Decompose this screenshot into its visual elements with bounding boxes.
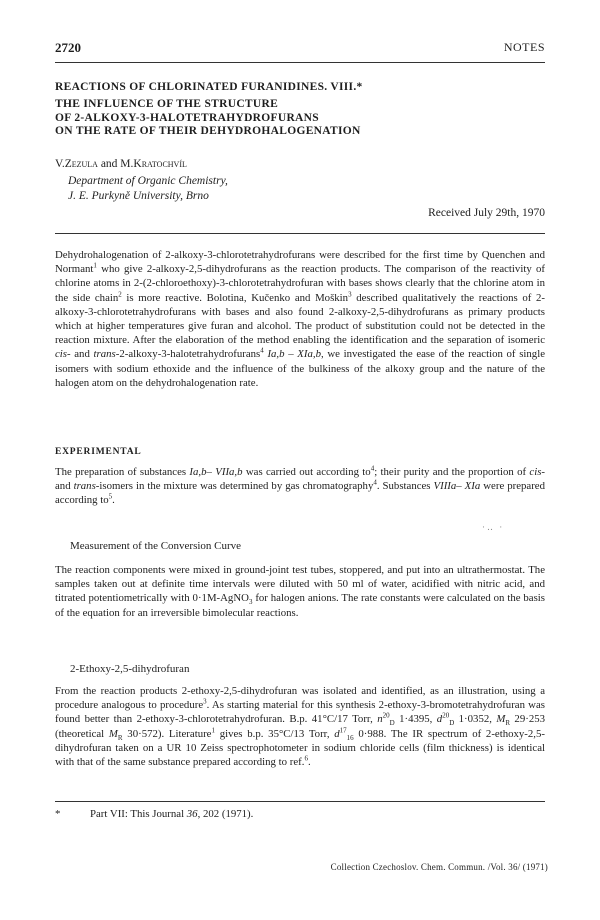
authors xyxy=(55,157,545,172)
measurement-heading: Measurement of the Conversion Curve xyxy=(70,540,242,552)
intro-text: , we investigated the ease of the reaction of single isomers with sodium ethoxide and the influence of the bulkiness of the alkoxy group and the nature of the halogen atom on the dehydrohalogenation rate. xyxy=(55,348,545,389)
authors-and: and xyxy=(97,158,121,170)
ref-mark: 5 xyxy=(108,492,113,501)
ref-mark: 1 xyxy=(93,261,97,270)
affiliation xyxy=(68,174,558,204)
eth-text: 1·0352, xyxy=(454,713,497,726)
eth-text: 0·988. The IR spectrum of 2-ethoxy-2,5-dihydrofuran taken on a UR 10 Zeiss spectrophotometer in sodium chloride cells (film thickness) is identical with that of the same substance prepared according to ref. xyxy=(55,727,545,769)
exp-text: were prepared according to xyxy=(55,480,545,507)
refractive-index-symbol: n xyxy=(377,713,383,726)
scan-smudge: ·‥ · xyxy=(482,522,505,532)
exp-text: -isomers in the mixture was determined by gas chromatography xyxy=(95,480,374,493)
footnote xyxy=(55,808,545,820)
superscript: 20 xyxy=(382,711,390,720)
section-label: NOTES xyxy=(503,40,545,54)
article-title xyxy=(55,98,545,139)
meas-text: The reaction components were mixed in ground-joint test tubes, stoppered, and put into an ultrathermostat. The samples taken out at definite time intervals were diluted with 50 ml of water, acidified with nitric acid, and titrated potentiometrically with 0·1M-AgNO xyxy=(55,564,545,605)
exp-text: . Substances xyxy=(376,480,434,493)
compound-label: XIa xyxy=(464,480,481,493)
compound-label: XIa,b xyxy=(297,348,321,361)
eth-text: . As starting material for this synthesis 2-ethoxy-3-bromotetrahydrofuran was found better than 2-ethoxy-3-chlorotetrahydrofuran. B.p. 41°C/17 Torr, xyxy=(55,699,545,726)
compound-label: Ia,b xyxy=(267,348,285,361)
intro-text: Dehydrohalogenation of 2-alkoxy-3-chlorotetrahydrofurans were described for the first time by Quenchen and Normant xyxy=(55,249,545,276)
subscript: R xyxy=(117,733,123,742)
intro-paragraph xyxy=(55,248,545,390)
measurement-paragraph xyxy=(55,563,545,620)
exp-text: – xyxy=(206,466,216,478)
intro-text: is more reactive. Bolotina, Kučenko and Moškin xyxy=(121,291,349,304)
trans-label: trans xyxy=(93,348,116,361)
affiliation-line-1: Department of Organic Chemistry, xyxy=(68,175,228,187)
journal-footer: Collection Czechoslov. Chem. Commun. /Vol. 36/ (1971) xyxy=(330,862,548,872)
cis-label: cis- xyxy=(55,348,71,361)
page-number: 2720 xyxy=(55,40,81,55)
footnote-text: Part VII: This Journal xyxy=(90,808,187,820)
received-date: Received July 29th, 1970 xyxy=(428,207,545,219)
molar-refraction-symbol: M xyxy=(108,727,118,740)
trans-label: trans xyxy=(73,480,96,493)
subscript: D xyxy=(449,719,455,728)
ref-mark: 4 xyxy=(370,464,375,473)
exp-text: – xyxy=(456,480,465,493)
intro-text: -2-alkoxy-3-halotetrahydrofurans xyxy=(115,348,261,361)
molar-refraction-symbol: M xyxy=(496,713,506,726)
superscript: 20 xyxy=(442,711,450,720)
subscript: 16 xyxy=(346,733,354,742)
compound-label: VIIIa xyxy=(433,480,457,493)
intro-text: described qualitatively the reactions of 2-alkoxy-3-chlorotetrahydrofurans with bases and also found 2-alkoxy-2,5-dihydrofurans as primary products which at higher temperatures give furan and alcohol. The product of substitution could not be detected in the reaction mixture. After the elaboration of the method enabling the identification and the separation of isomeric xyxy=(55,291,545,347)
footnote-volume: 36 xyxy=(186,808,198,820)
eth-text: 29·253 (theoretical xyxy=(55,713,546,740)
ref-mark: 6 xyxy=(304,754,308,763)
meas-text: for halogen anions. The rate constants were calculated on the basis of the equation for an irreversible bimolecular reactions. xyxy=(55,592,545,619)
exp-text: and xyxy=(55,480,74,493)
exp-text: The preparation of substances xyxy=(55,466,190,478)
eth-text: From the reaction products 2-ethoxy-2,5-dihydrofuran was isolated and identified, as an illustration, using a procedure analogous to procedure xyxy=(55,685,545,712)
ref-mark: 1 xyxy=(211,726,215,735)
exp-text: . xyxy=(112,494,115,507)
ref-mark: 2 xyxy=(118,290,122,299)
exp-text: was carried out according to xyxy=(242,466,371,478)
eth-text: 1·4395, xyxy=(394,713,437,726)
ref-mark: 3 xyxy=(203,697,207,706)
eth-text: 30·572). Literature xyxy=(122,727,212,740)
title-line-3: ON THE RATE OF THEIR DEHYDROHALOGENATION xyxy=(55,125,361,137)
density-symbol: d xyxy=(334,727,340,740)
compound-label: Ia,b xyxy=(189,466,207,478)
ref-mark: 3 xyxy=(348,290,352,299)
ethoxy-heading: 2-Ethoxy-2,5-dihydrofuran xyxy=(70,663,190,675)
eth-text: . xyxy=(307,756,311,769)
ref-mark: 4 xyxy=(373,478,377,487)
footnote-star: * xyxy=(55,808,61,820)
series-title: REACTIONS OF CHLORINATED FURANIDINES. VIII.* xyxy=(55,81,363,93)
affiliation-line-2: J. E. Purkyně University, Brno xyxy=(68,190,209,202)
experimental-paragraph xyxy=(55,465,545,508)
title-line-2: OF 2-ALKOXY-3-HALOTETRAHYDROFURANS xyxy=(55,111,319,124)
intro-text: – xyxy=(284,348,298,361)
eth-text: gives b.p. 35°C/13 Torr, xyxy=(214,727,335,740)
subscript: 3 xyxy=(248,598,253,607)
subscript: R xyxy=(505,719,511,728)
intro-text: and xyxy=(70,348,94,361)
header-rule xyxy=(55,62,545,63)
title-line-1: THE INFLUENCE OF THE STRUCTURE xyxy=(55,98,279,110)
author-2: M.Kratochvíl xyxy=(120,158,187,170)
intro-text: who give 2-alkoxy-2,5-dihydrofurans as the reaction products. The comparison of the reactivity of chlorine atoms in 2-(2-chloroethoxy)-3-chlorotetrahydrofuran with bases shows clearly that the chlorine atom in the side chain xyxy=(55,263,545,304)
density-symbol: d xyxy=(436,713,443,726)
subscript: D xyxy=(389,719,395,728)
compound-label: VIIa,b xyxy=(215,466,243,478)
ref-mark: 4 xyxy=(260,346,264,355)
cis-label: cis- xyxy=(529,466,546,478)
experimental-heading: EXPERIMENTAL xyxy=(55,447,142,457)
footnote-text: , 202 (1971). xyxy=(197,808,254,820)
running-header xyxy=(55,40,545,58)
superscript: 17 xyxy=(339,726,347,735)
footnote-rule xyxy=(55,801,545,802)
author-1: V.Zezula xyxy=(55,158,98,170)
ethoxy-paragraph xyxy=(55,684,545,769)
abstract-rule xyxy=(55,233,545,234)
exp-text: ; their purity and the proportion of xyxy=(374,466,530,478)
